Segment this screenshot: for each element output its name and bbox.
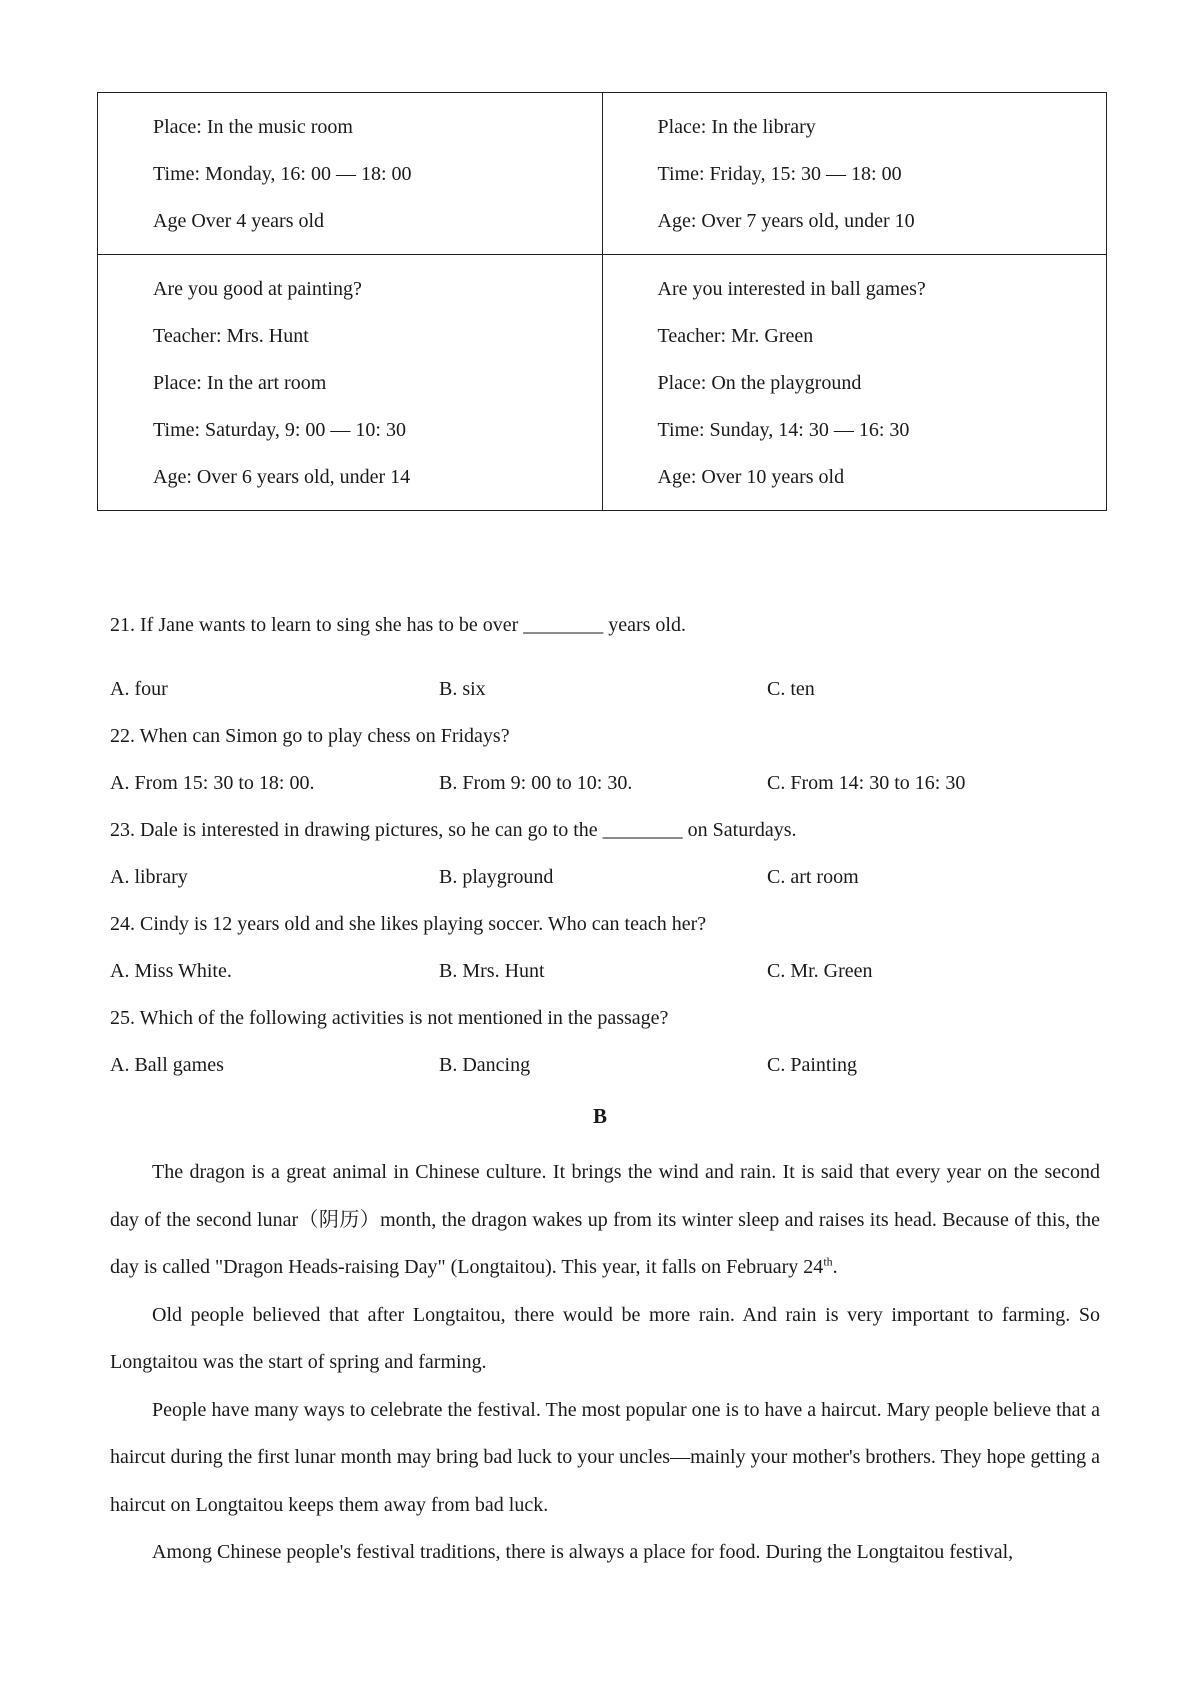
option-b: B. playground: [439, 866, 554, 888]
passage-paragraph-4: Among Chinese people's festival traditions, there is always a place for food. During the Longtaitou festival,: [152, 1541, 1014, 1563]
ordinal-suffix: th: [823, 1254, 833, 1269]
cell-music: [98, 93, 603, 255]
cell-line: Age Over 4 years old: [153, 210, 325, 232]
cell-ball-games: [602, 255, 1107, 511]
option-a: A. From 15: 30 to 18: 00.: [110, 772, 315, 794]
option-a: A. Ball games: [110, 1054, 224, 1076]
option-b: B. six: [439, 678, 486, 700]
cell-line: Are you interested in ball games?: [657, 278, 926, 300]
cell-line: Time: Friday, 15: 30 — 18: 00: [657, 163, 902, 185]
question-24-stem: 24. Cindy is 12 years old and she likes playing soccer. Who can teach her?: [110, 913, 707, 935]
option-a: A. library: [110, 866, 188, 888]
passage-paragraph-2: Old people believed that after Longtaitou, there would be more rain. And rain is very important to farming. So Longtaitou was the start of spring and farming.: [110, 1303, 1100, 1373]
option-b: B. Dancing: [439, 1054, 531, 1076]
option-b: B. From 9: 00 to 10: 30.: [439, 772, 633, 794]
cell-line: Place: In the music room: [153, 116, 353, 138]
paragraph-text: The dragon is a great animal in Chinese culture. It brings the wind and rain. It is said that every year on the second day of the second lunar（阴历）month, the dragon wakes up from its winter sleep and raises its head. Because of this, the day is called "Dragon Heads-raising Day" (Longtaitou). This year, it falls on February 24: [110, 1161, 1100, 1278]
cell-line: Age: Over 10 years old: [657, 466, 845, 488]
cell-line: Time: Sunday, 14: 30 — 16: 30: [657, 419, 910, 441]
option-c: C. ten: [767, 678, 815, 700]
question-23-stem: 23. Dale is interested in drawing pictures, so he can go to the ________ on Saturdays.: [110, 819, 797, 841]
option-a: A. four: [110, 678, 168, 700]
paragraph-end: .: [832, 1256, 838, 1278]
cell-library: [602, 93, 1107, 255]
cell-line: Place: On the playground: [657, 372, 862, 394]
cell-line: Place: In the art room: [153, 372, 327, 394]
option-c: C. Mr. Green: [767, 960, 873, 982]
cell-line: Age: Over 6 years old, under 14: [153, 466, 411, 488]
question-25-stem: 25. Which of the following activities is not mentioned in the passage?: [110, 1007, 669, 1029]
cell-line: Teacher: Mrs. Hunt: [153, 325, 309, 347]
cell-line: Are you good at painting?: [153, 278, 362, 300]
question-25-options: [110, 1051, 1110, 1098]
cell-painting: [98, 255, 603, 511]
passage-b: [110, 1149, 1100, 1577]
question-21-stem: 21. If Jane wants to learn to sing she has to be over ________ years old.: [110, 614, 686, 636]
question-list: [110, 611, 1110, 1098]
question-21-options: [110, 675, 1110, 722]
passage-paragraph-1: [110, 1149, 1100, 1292]
option-c: C. art room: [767, 866, 859, 888]
cell-line: Place: In the library: [657, 116, 816, 138]
passage-paragraph-3: People have many ways to celebrate the festival. The most popular one is to have a haircut. Mary people believe that a haircut during the first lunar month may bring bad luck to your uncles—mainly your mother's brothers. They hope getting a haircut on Longtaitou keeps them away from bad luck.: [110, 1398, 1100, 1516]
cell-line: Age: Over 7 years old, under 10: [657, 210, 915, 232]
question-24-options: [110, 957, 1110, 1004]
question-22-options: [110, 769, 1110, 816]
option-c: C. Painting: [767, 1054, 858, 1076]
option-b: B. Mrs. Hunt: [439, 960, 545, 982]
activity-table: [97, 92, 1107, 511]
cell-line: Time: Monday, 16: 00 — 18: 00: [153, 163, 412, 185]
option-a: A. Miss White.: [110, 960, 232, 982]
option-c: C. From 14: 30 to 16: 30: [767, 772, 966, 794]
question-23-options: [110, 863, 1110, 910]
section-b-title: B: [592, 1104, 607, 1128]
question-22-stem: 22. When can Simon go to play chess on Fridays?: [110, 725, 510, 747]
cell-line: Teacher: Mr. Green: [657, 325, 814, 347]
cell-line: Time: Saturday, 9: 00 — 10: 30: [153, 419, 406, 441]
